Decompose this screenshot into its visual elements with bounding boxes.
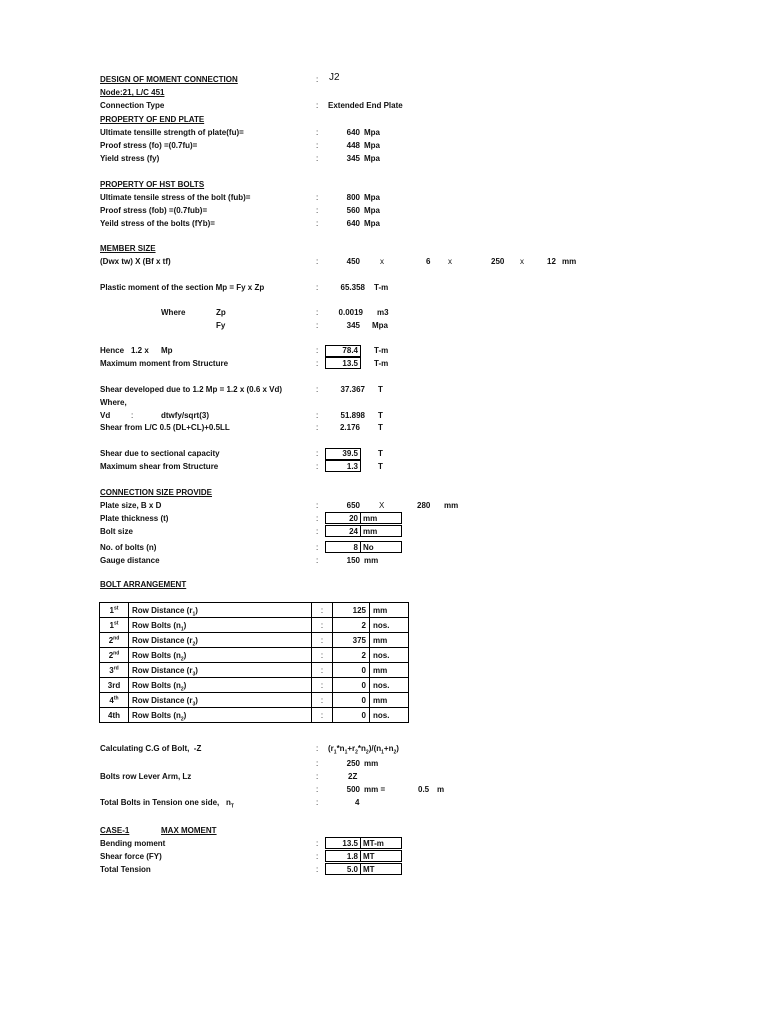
member-bf: 250	[491, 257, 505, 266]
plate-b: 650	[346, 501, 360, 510]
bending-moment-unit: MT-m	[363, 839, 384, 848]
max-shear-unit: T	[378, 462, 383, 471]
shear-lc-label: Shear from L/C 0.5 (DL+CL)+0.5LL	[100, 423, 230, 432]
colon: :	[131, 411, 134, 420]
row-label: Row Distance $(r_3)$	[129, 663, 312, 678]
member-dims-label: (Dwx tw) X (Bf x tf)	[100, 257, 171, 266]
bolt-arrangement-row	[100, 678, 409, 693]
row-ordinal: 3rd	[100, 663, 129, 678]
colon: :	[316, 154, 319, 163]
plate-thickness-label: Plate thickness (t)	[100, 514, 169, 523]
lever-arm-m: 0.5	[418, 785, 430, 794]
connection-type-value: Extended End Plate	[328, 101, 403, 110]
times-sign: X	[379, 501, 385, 510]
member-size-heading: MEMBER SIZE	[100, 244, 156, 253]
connection-type-label: Connection Type	[100, 101, 165, 110]
hence-unit: T-m	[374, 346, 389, 355]
colon: :	[316, 423, 319, 432]
row-unit: nos.	[370, 618, 409, 633]
shear-lc-value: 2.176	[339, 423, 360, 432]
plate-size-label: Plate size, B x D	[100, 501, 162, 510]
colon: :	[316, 462, 319, 471]
fob-unit: Mpa	[364, 206, 380, 215]
row-value: 2	[333, 618, 370, 633]
bolt-arrangement-row	[100, 693, 409, 708]
colon: :	[316, 501, 319, 510]
colon: :	[316, 527, 319, 536]
colon: :	[312, 648, 333, 663]
factor-label: 1.2 x	[131, 346, 149, 355]
colon: :	[316, 308, 319, 317]
colon: :	[316, 206, 319, 215]
shear-sectional-value: 39.5	[342, 449, 358, 458]
colon: :	[312, 693, 333, 708]
bolt-arrangement-row	[100, 663, 409, 678]
where-label: Where,	[100, 398, 127, 407]
fy-unit: Mpa	[364, 154, 380, 163]
colon: :	[316, 411, 319, 420]
member-d: 450	[346, 257, 360, 266]
tension-bolts-value: 4	[355, 798, 360, 807]
plate-unit: mm	[444, 501, 459, 510]
colon: :	[316, 101, 319, 110]
shear-force-unit: MT	[363, 852, 375, 861]
fu-value: 640	[346, 128, 360, 137]
shear-sectional-label: Shear due to sectional capacity	[100, 449, 220, 458]
bolt-arrangement-row	[100, 648, 409, 663]
mp-label: Mp	[161, 346, 173, 355]
cg-unit: mm	[364, 759, 379, 768]
row-label: Row Bolts $(n_2)$	[129, 678, 312, 693]
bolt-size-value: 24	[349, 527, 358, 536]
max-moment-unit: T-m	[374, 359, 389, 368]
colon: :	[316, 785, 319, 794]
row-ordinal: 4th	[100, 708, 129, 723]
row-label: Row Bolts $(n_2)$	[129, 648, 312, 663]
total-tension-value: 5.0	[346, 865, 358, 874]
plastic-moment-unit: T-m	[374, 283, 389, 292]
colon: :	[316, 514, 319, 523]
gauge-distance-label: Gauge distance	[100, 556, 160, 565]
gauge-distance-value: 150	[346, 556, 360, 565]
no-of-bolts-label: No. of bolts (n)	[100, 543, 157, 552]
hst-bolts-heading: PROPERTY OF HST BOLTS	[100, 180, 205, 189]
colon: :	[316, 141, 319, 150]
zp-unit: m3	[377, 308, 389, 317]
fub-value: 800	[346, 193, 360, 202]
row-unit: mm	[370, 633, 409, 648]
row-value: 125	[333, 603, 370, 618]
cg-label: Calculating C.G of Bolt, -Z	[100, 744, 202, 753]
shear-developed-value: 37.367	[340, 385, 365, 394]
zp-value: 0.0019	[338, 308, 363, 317]
shear-force-value: 1.8	[346, 852, 358, 861]
colon: :	[316, 385, 319, 394]
colon: :	[316, 839, 319, 848]
hence-label: Hence	[100, 346, 125, 355]
gauge-distance-unit: mm	[364, 556, 379, 565]
row-value: 2	[333, 648, 370, 663]
fy-symbol: Fy	[216, 321, 226, 330]
row-label: Row Bolts $(n_1)$	[129, 618, 312, 633]
tension-bolts-label: Total Bolts in Tension one side, $n_T$	[100, 798, 234, 810]
colon: :	[312, 618, 333, 633]
fu-label: Ultimate tensille strength of plate(fu)=	[100, 128, 244, 137]
plastic-moment-value: 65.358	[340, 283, 365, 292]
bending-moment-value: 13.5	[342, 839, 358, 848]
fo-unit: Mpa	[364, 141, 380, 150]
max-shear-value: 1.3	[346, 462, 358, 471]
colon: :	[316, 759, 319, 768]
row-label: Row Bolts $(n_2)$	[129, 708, 312, 723]
row-value: 375	[333, 633, 370, 648]
row-ordinal: 1st	[100, 618, 129, 633]
vd-formula: dtwfy/sqrt(3)	[161, 411, 209, 420]
shear-force-label: Shear force (FY)	[100, 852, 162, 861]
row-ordinal: 2nd	[100, 633, 129, 648]
times-sign: x	[380, 257, 384, 266]
row-label: Row Distance $(r_1)$	[129, 603, 312, 618]
row-ordinal: 2nd	[100, 648, 129, 663]
joint-id: J2	[329, 72, 340, 83]
colon: :	[316, 798, 319, 807]
colon: :	[312, 663, 333, 678]
row-value: 0	[333, 693, 370, 708]
colon: :	[316, 449, 319, 458]
bending-moment-label: Bending moment	[100, 839, 166, 848]
times-sign: x	[520, 257, 524, 266]
colon: :	[316, 75, 319, 84]
colon: :	[316, 128, 319, 137]
lever-arm-m-unit: m	[437, 785, 445, 794]
fy-symbol-value: 345	[346, 321, 360, 330]
colon: :	[312, 633, 333, 648]
row-unit: nos.	[370, 648, 409, 663]
shear-sectional-unit: T	[378, 449, 383, 458]
row-ordinal: 1st	[100, 603, 129, 618]
bolt-arrangement-table	[99, 602, 409, 723]
colon: :	[316, 543, 319, 552]
vd-value: 51.898	[340, 411, 365, 420]
zp-label: Zp	[216, 308, 226, 317]
case1-subheading: MAX MOMENT	[161, 826, 217, 835]
colon: :	[316, 283, 319, 292]
fo-value: 448	[346, 141, 360, 150]
shear-developed-unit: T	[378, 385, 383, 394]
fob-label: Proof stress (fob) =(0.7fub)=	[100, 206, 208, 215]
fyb-unit: Mpa	[364, 219, 380, 228]
lever-arm-mm: 500	[346, 785, 360, 794]
total-tension-label: Total Tension	[100, 865, 151, 874]
plate-thickness-unit: mm	[363, 514, 378, 523]
row-ordinal: 3rd	[100, 678, 129, 693]
colon: :	[316, 359, 319, 368]
colon: :	[312, 603, 333, 618]
cg-value: 250	[346, 759, 360, 768]
total-tension-unit: MT	[363, 865, 375, 874]
row-unit: mm	[370, 603, 409, 618]
where-label: Where	[161, 308, 186, 317]
bolt-size-unit: mm	[363, 527, 378, 536]
node-label: Node:21, L/C 451	[100, 88, 165, 97]
no-of-bolts-value: 8	[353, 543, 358, 552]
plate-thickness-value: 20	[349, 514, 358, 523]
bolt-size-label: Bolt size	[100, 527, 133, 536]
plate-d: 280	[417, 501, 431, 510]
member-unit: mm	[562, 257, 577, 266]
colon: :	[316, 556, 319, 565]
bolt-arrangement-row	[100, 708, 409, 723]
max-moment-label: Maximum moment from Structure	[100, 359, 229, 368]
row-unit: mm	[370, 663, 409, 678]
colon: :	[316, 321, 319, 330]
member-tf: 12	[547, 257, 556, 266]
row-unit: nos.	[370, 678, 409, 693]
hence-value: 78.4	[342, 346, 358, 355]
fub-label: Ultimate tensile stress of the bolt (fub)=	[100, 193, 251, 202]
times-sign: x	[448, 257, 452, 266]
row-value: 0	[333, 708, 370, 723]
lever-arm-label: Bolts row Lever Arm, Lz	[100, 772, 192, 781]
row-label: Row Distance $(r_2)$	[129, 633, 312, 648]
document-title: DESIGN OF MOMENT CONNECTION	[100, 75, 238, 84]
colon: :	[316, 346, 319, 355]
shear-lc-unit: T	[378, 423, 383, 432]
fu-unit: Mpa	[364, 128, 380, 137]
bolt-arrangement-row	[100, 633, 409, 648]
lever-arm-mm-unit: mm =	[364, 785, 386, 794]
colon: :	[316, 744, 319, 753]
max-moment-value: 13.5	[342, 359, 358, 368]
row-value: 0	[333, 678, 370, 693]
connection-size-heading: CONNECTION SIZE PROVIDE	[100, 488, 213, 497]
bolt-arrangement-heading: BOLT ARRANGEMENT	[100, 580, 187, 589]
row-value: 0	[333, 663, 370, 678]
shear-developed-label: Shear developed due to 1.2 Mp = 1.2 x (0.6 x Vd)	[100, 385, 283, 394]
bolt-arrangement-row	[100, 603, 409, 618]
end-plate-heading: PROPERTY OF END PLATE	[100, 115, 205, 124]
colon: :	[316, 772, 319, 781]
colon: :	[316, 219, 319, 228]
max-shear-label: Maximum shear from Structure	[100, 462, 219, 471]
lever-arm-symbol: 2Z	[348, 772, 358, 781]
colon: :	[316, 257, 319, 266]
vd-unit: T	[378, 411, 383, 420]
row-unit: mm	[370, 693, 409, 708]
fub-unit: Mpa	[364, 193, 380, 202]
row-label: Row Distance $(r_3)$	[129, 693, 312, 708]
bolt-arrangement-row	[100, 618, 409, 633]
member-tw: 6	[426, 257, 431, 266]
fo-label: Proof stress (fo) =(0.7fu)=	[100, 141, 198, 150]
fy-symbol-unit: Mpa	[372, 321, 388, 330]
fyb-value: 640	[346, 219, 360, 228]
row-ordinal: 4th	[100, 693, 129, 708]
fy-label: Yield stress (fy)	[100, 154, 160, 163]
colon: :	[316, 852, 319, 861]
fy-value: 345	[346, 154, 360, 163]
colon: :	[312, 708, 333, 723]
cg-formula: $(r_1*n_1+r_2*n_2)/(n_1+n_2)$	[328, 744, 399, 756]
fob-value: 560	[346, 206, 360, 215]
colon: :	[316, 865, 319, 874]
plastic-moment-label: Plastic moment of the section Mp = Fy x Zp	[100, 283, 265, 292]
no-of-bolts-unit: No	[363, 543, 374, 552]
case1-heading: CASE-1	[100, 826, 130, 835]
vd-label: Vd	[100, 411, 111, 420]
colon: :	[316, 193, 319, 202]
row-unit: nos.	[370, 708, 409, 723]
fyb-label: Yeild stress of the bolts (fYb)=	[100, 219, 215, 228]
colon: :	[312, 678, 333, 693]
